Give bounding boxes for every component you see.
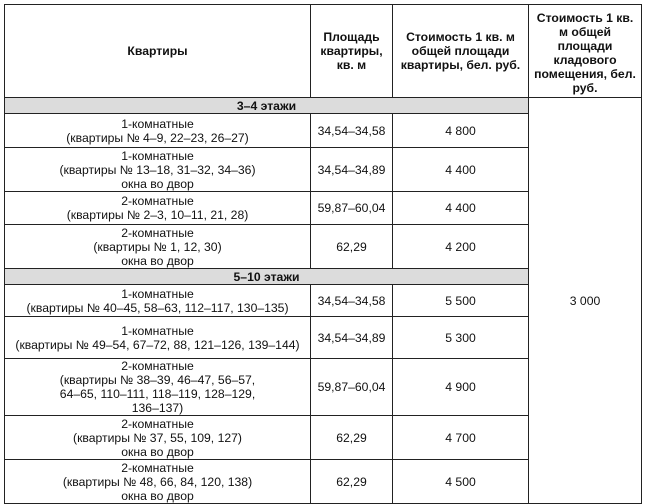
apartment-numbers: (квартиры № 37, 55, 109, 127) bbox=[73, 430, 242, 445]
header-area: Площадь квартиры, кв. м bbox=[311, 5, 393, 98]
area-cell: 62,29 bbox=[311, 460, 393, 504]
apartment-type: 2-комнатные bbox=[121, 225, 194, 240]
price-cell: 4 700 bbox=[393, 416, 529, 460]
area-cell: 59,87–60,04 bbox=[311, 192, 393, 225]
area-cell: 34,54–34,89 bbox=[311, 317, 393, 359]
apartment-type: 1-комнатные bbox=[121, 148, 194, 163]
area-cell: 59,87–60,04 bbox=[311, 359, 393, 416]
area-cell: 34,54–34,58 bbox=[311, 114, 393, 148]
header-price-total: Стоимость 1 кв. м общей площади квартиры, бел. руб. bbox=[393, 5, 529, 98]
area-cell: 62,29 bbox=[311, 416, 393, 460]
apartment-numbers: (квартиры № 13–18, 31–32, 34–36) bbox=[59, 162, 256, 177]
price-cell: 5 500 bbox=[393, 285, 529, 317]
apartment-type: 2-комнатные bbox=[121, 359, 194, 373]
apartment-type: 2-комнатные bbox=[121, 460, 194, 475]
area-cell: 34,54–34,58 bbox=[311, 285, 393, 317]
apartment-numbers: (квартиры № 40–45, 58–63, 112–117, 130–135) bbox=[26, 300, 289, 315]
price-cell: 4 400 bbox=[393, 192, 529, 225]
apartment-numbers: (квартиры № 38–39, 46–47, 56–57, 64–65, 110–111, 118–119, 128–129, 136–137) bbox=[59, 373, 256, 415]
price-cell: 4 400 bbox=[393, 148, 529, 192]
apartment-type: 2-комнатные bbox=[121, 194, 194, 208]
apartment-cell bbox=[5, 225, 311, 269]
apartment-note: окна во двор bbox=[121, 176, 194, 191]
apartment-numbers: (квартиры № 49–54, 67–72, 88, 121–126, 139–144) bbox=[15, 337, 300, 352]
apartment-numbers: (квартиры № 1, 12, 30) bbox=[93, 239, 222, 254]
price-cell: 4 900 bbox=[393, 359, 529, 416]
apartment-numbers: (квартиры № 2–3, 10–11, 21, 28) bbox=[66, 208, 249, 222]
apartment-cell bbox=[5, 114, 311, 148]
apartment-type: 2-комнатные bbox=[121, 416, 194, 431]
apartment-note: окна во двор bbox=[121, 253, 194, 268]
price-cell: 4 800 bbox=[393, 114, 529, 148]
apartment-type: 1-комнатные bbox=[121, 286, 194, 301]
apartment-cell bbox=[5, 416, 311, 460]
price-cell: 5 300 bbox=[393, 317, 529, 359]
table-header-row bbox=[5, 5, 642, 98]
price-table bbox=[4, 4, 642, 504]
price-cell: 4 200 bbox=[393, 225, 529, 269]
apartment-note: окна во двор bbox=[121, 444, 194, 459]
header-apartments: Квартиры bbox=[5, 5, 311, 98]
apartment-cell bbox=[5, 317, 311, 359]
apartment-cell bbox=[5, 285, 311, 317]
apartment-numbers: (квартиры № 4–9, 22–23, 26–27) bbox=[66, 130, 249, 145]
apartment-cell bbox=[5, 192, 311, 225]
apartment-cell bbox=[5, 359, 311, 416]
apartment-type: 1-комнатные bbox=[121, 323, 194, 338]
section-title: 5–10 этажи bbox=[5, 269, 529, 285]
section-row bbox=[5, 98, 642, 114]
apartment-cell bbox=[5, 148, 311, 192]
storage-price: 3 000 bbox=[529, 98, 642, 504]
apartment-type: 1-комнатные bbox=[121, 116, 194, 131]
area-cell: 34,54–34,89 bbox=[311, 148, 393, 192]
apartment-numbers: (квартиры № 48, 66, 84, 120, 138) bbox=[62, 474, 253, 489]
section-title: 3–4 этажи bbox=[5, 98, 529, 114]
apartment-note: окна во двор bbox=[121, 488, 194, 503]
area-cell: 62,29 bbox=[311, 225, 393, 269]
apartment-cell bbox=[5, 460, 311, 504]
price-cell: 4 500 bbox=[393, 460, 529, 504]
header-price-storage: Стоимость 1 кв. м общей площади кладового помещения, бел. руб. bbox=[529, 5, 642, 98]
